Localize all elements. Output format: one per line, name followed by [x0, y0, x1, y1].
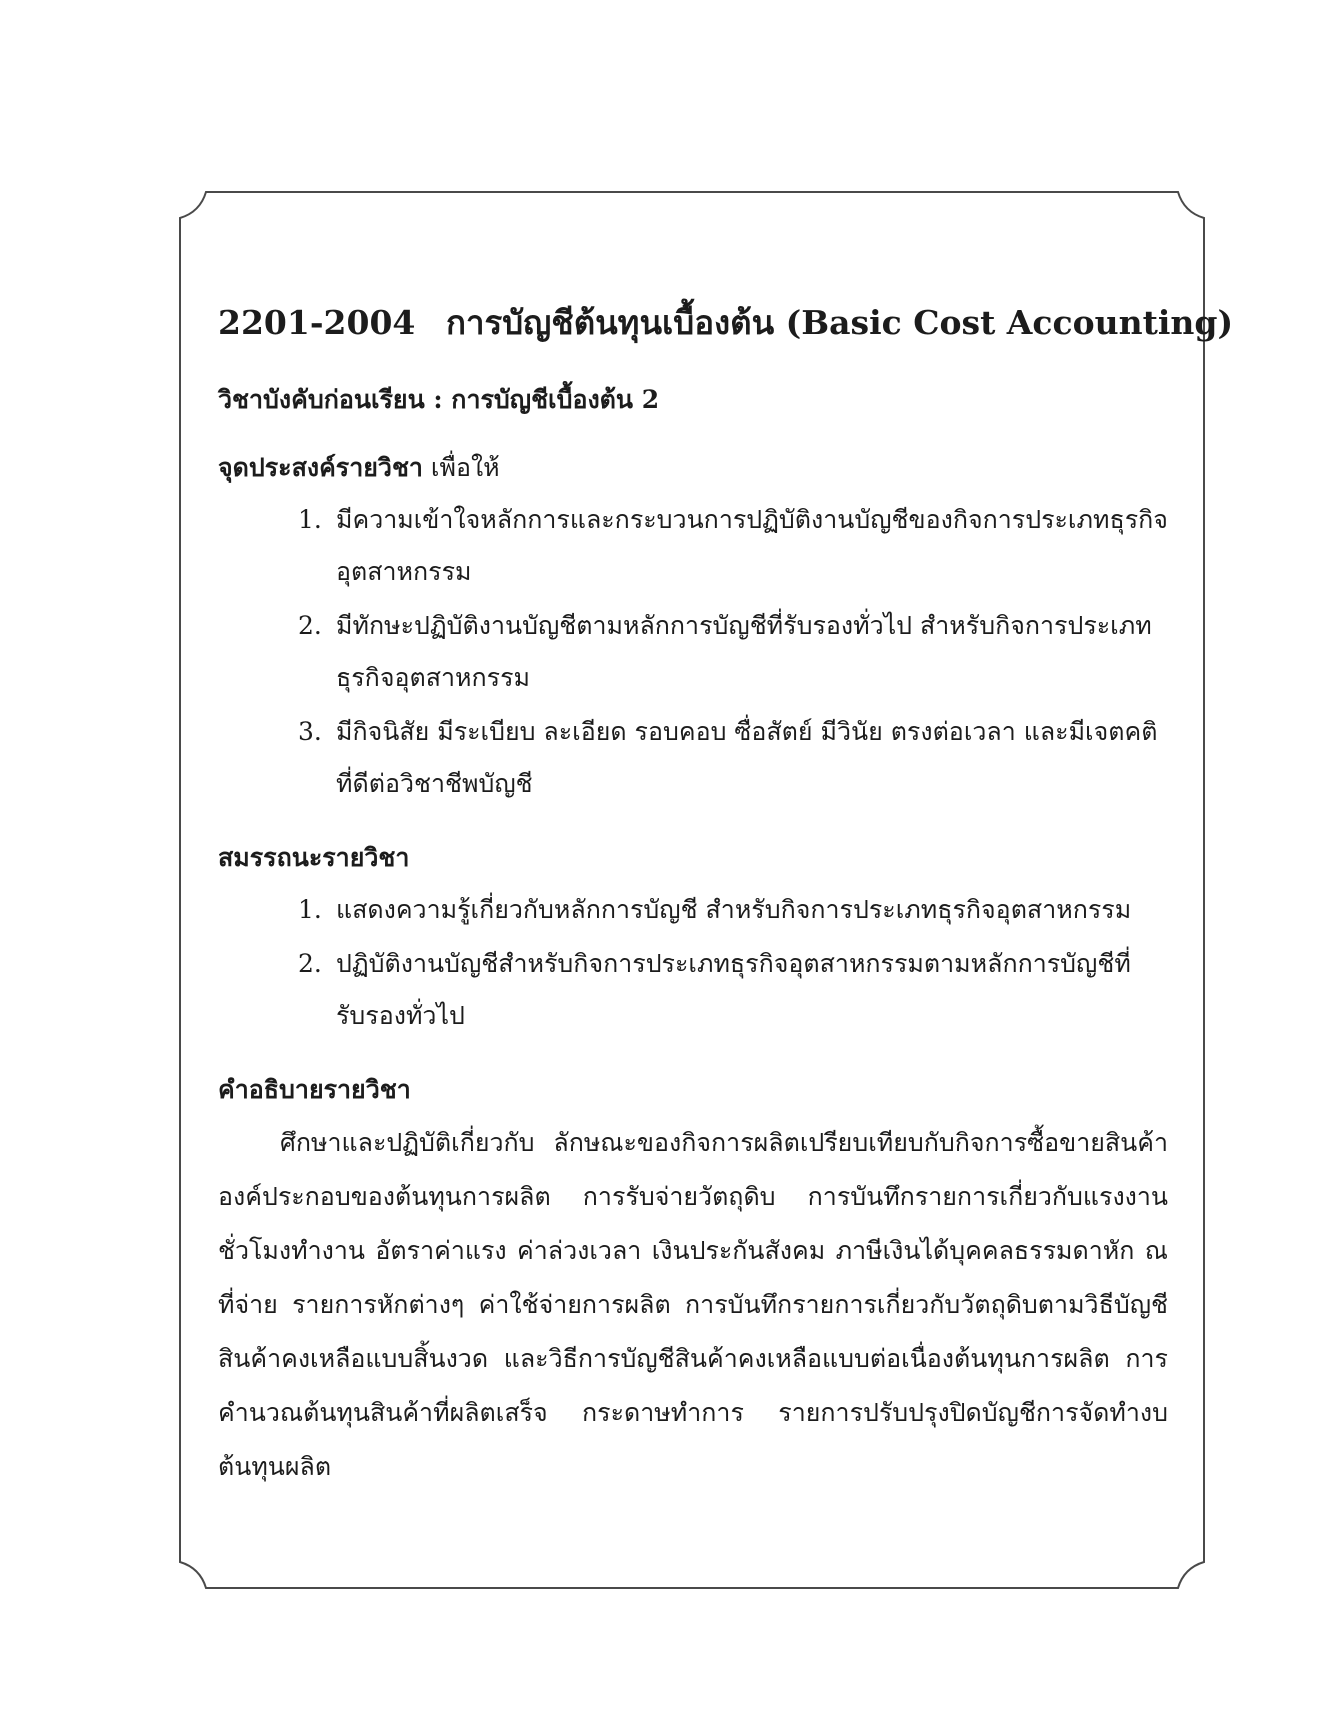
list-item-number: 1. — [298, 895, 322, 924]
list-item — [218, 494, 1168, 598]
list-item-text: ปฏิบัติงานบัญชีสำหรับกิจการประเภทธุรกิจอุตสาหกรรมตามหลักการบัญชีที่รับรองทั่วไป — [336, 949, 1131, 1030]
list-item-number: 2. — [298, 949, 322, 978]
competencies-list — [218, 884, 1168, 1042]
objectives-heading-label: จุดประสงค์รายวิชา — [218, 453, 423, 482]
course-content — [218, 300, 1234, 1494]
list-item-number: 2. — [298, 611, 322, 640]
list-item-number: 3. — [298, 717, 322, 746]
course-title: การบัญชีต้นทุนเบื้องต้น (Basic Cost Accounting) — [446, 303, 1234, 342]
list-item-text: มีทักษะปฏิบัติงานบัญชีตามหลักการบัญชีที่รับรองทั่วไป สำหรับกิจการประเภทธุรกิจอุตสาหกรรม — [336, 611, 1152, 692]
description-heading-label: คำอธิบายรายวิชา — [218, 1075, 411, 1104]
competencies-heading-label: สมรรถนะรายวิชา — [218, 843, 410, 872]
competencies-heading — [218, 838, 1168, 878]
list-item — [218, 600, 1168, 704]
objectives-heading — [218, 448, 1168, 488]
list-item-text: มีกิจนิสัย มีระเบียบ ละเอียด รอบคอบ ซื่อสัตย์ มีวินัย ตรงต่อเวลา และมีเจตคติที่ดีต่อวิชาชีพบัญชี — [336, 717, 1158, 798]
objectives-list — [218, 494, 1168, 810]
list-item-text: มีความเข้าใจหลักการและกระบวนการปฏิบัติงานบัญชีของกิจการประเภทธุรกิจอุตสาหกรรม — [336, 505, 1168, 586]
objectives-heading-suffix: เพื่อให้ — [430, 453, 500, 482]
list-item — [218, 938, 1168, 1042]
list-item — [218, 706, 1168, 810]
course-code: 2201-2004 — [218, 303, 416, 342]
list-item-number: 1. — [298, 505, 322, 534]
list-item — [218, 884, 1168, 936]
prerequisite: วิชาบังคับก่อนเรียน : การบัญชีเบื้องต้น 2 — [218, 385, 660, 414]
course-title-line — [218, 300, 1234, 346]
description-heading — [218, 1070, 1168, 1110]
list-item-text: แสดงความรู้เกี่ยวกับหลักการบัญชี สำหรับกิจการประเภทธุรกิจอุตสาหกรรม — [336, 895, 1132, 924]
description-paragraph: ศึกษาและปฏิบัติเกี่ยวกับ ลักษณะของกิจการผลิตเปรียบเทียบกับกิจการซื้อขายสินค้า องค์ประกอบของต้นทุนการผลิต การรับจ่ายวัตถุดิบ การบันทึกรายการเกี่ยวกับแรงงาน ชั่วโมงทำงาน อัตราค่าแรง ค่าล่วงเวลา เงินประกันสังคม ภาษีเงินได้บุคคลธรรมดาหัก ณ ที่จ่าย รายการหักต่างๆ ค่าใช้จ่ายการผลิต การบันทึกรายการเกี่ยวกับวัตถุดิบตามวิธีบัญชีสินค้าคงเหลือแบบสิ้นงวด และวิธีการบัญชีสินค้าคงเหลือแบบต่อเนื่องต้นทุนการผลิต การคำนวณต้นทุนสินค้าที่ผลิตเสร็จ กระดาษทำการ รายการปรับปรุงปิดบัญชีการจัดทำงบต้นทุนผลิต — [218, 1128, 1168, 1481]
